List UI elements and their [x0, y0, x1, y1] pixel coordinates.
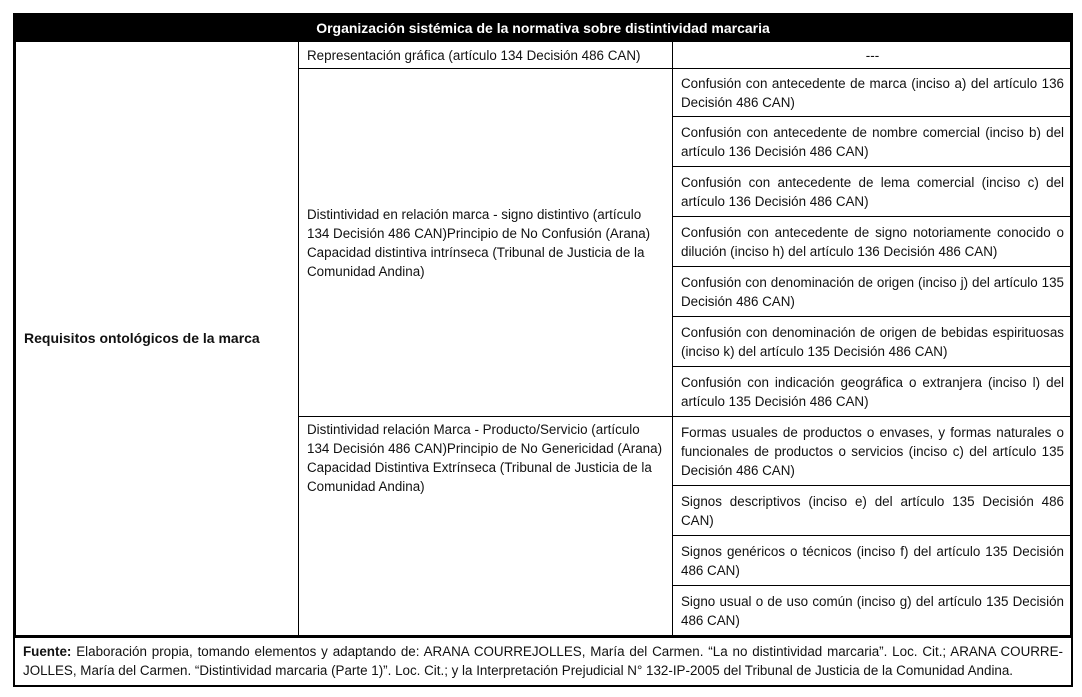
group-item: Signos descriptivos (inciso e) del artículo 135 Decisión 486 CAN): [673, 486, 1071, 536]
row-header: Requisitos ontológicos de la marca: [16, 42, 299, 636]
group-label: Representación gráfica (artículo 134 Decisión 486 CAN): [299, 42, 673, 69]
source-footnote: [15, 636, 1071, 685]
group-item: Confusión con antecedente de lema comercial (inciso c) del artículo 136 Decisión 486 CAN): [673, 167, 1071, 217]
group-item: Confusión con antecedente de signo notoriamente conocido o dilución (inciso h) del artículo 136 Decisión 486 CAN): [673, 217, 1071, 267]
group-label: Distintividad relación Marca - Producto/Servicio (artículo 134 Decisión 486 CAN)Principio de No Genericidad (Arana) Capacidad Distintiva Extrínseca (Tribunal de Justicia de la Comunidad Andina): [299, 417, 673, 636]
table-frame: [13, 13, 1073, 687]
group-item: Confusión con denominación de origen (inciso j) del artículo 135 Decisión 486 CAN): [673, 267, 1071, 317]
group-item: Signo usual o de uso común (inciso g) del artículo 135 Decisión 486 CAN): [673, 586, 1071, 636]
table-row: [16, 42, 1071, 69]
normativa-table: [15, 41, 1071, 636]
footnote-label: Fuente:: [23, 644, 72, 659]
footnote-text: Elaboración propia, tomando elementos y adaptando de: ARANA COURREJOLLES, María del Carmen. “La no distintividad marcaria”. Loc. Cit.; ARANA COURRE-JOLLES, María del Carmen. “Distintividad marcaria (Parte 1)”. Loc. Cit.; y la Interpretación Prejudicial N° 132-IP-2005 del Tribunal de Justicia de la Comunidad Andina.: [23, 644, 1063, 678]
group-item: Confusión con antecedente de marca (inciso a) del artículo 136 Decisión 486 CAN): [673, 69, 1071, 117]
group-item: Formas usuales de productos o envases, y formas naturales o funcionales de productos o servicios (inciso c) del artículo 135 Decisión 486 CAN): [673, 417, 1071, 486]
table-title: Organización sistémica de la normativa sobre distintividad marcaria: [15, 15, 1071, 41]
group-label: Distintividad en relación marca - signo distintivo (artículo 134 Decisión 486 CAN)Principio de No Confusión (Arana) Capacidad distintiva intrínseca (Tribunal de Justicia de la Comunidad Andina): [299, 69, 673, 417]
group-item: Confusión con indicación geográfica o extranjera (inciso l) del artículo 135 Decisión 486 CAN): [673, 367, 1071, 417]
group-item: Confusión con denominación de origen de bebidas espirituosas (inciso k) del artículo 135 Decisión 486 CAN): [673, 317, 1071, 367]
group-item: Signos genéricos o técnicos (inciso f) del artículo 135 Decisión 486 CAN): [673, 536, 1071, 586]
group-item: ---: [673, 42, 1071, 69]
group-item: Confusión con antecedente de nombre comercial (inciso b) del artículo 136 Decisión 486 CAN): [673, 117, 1071, 167]
